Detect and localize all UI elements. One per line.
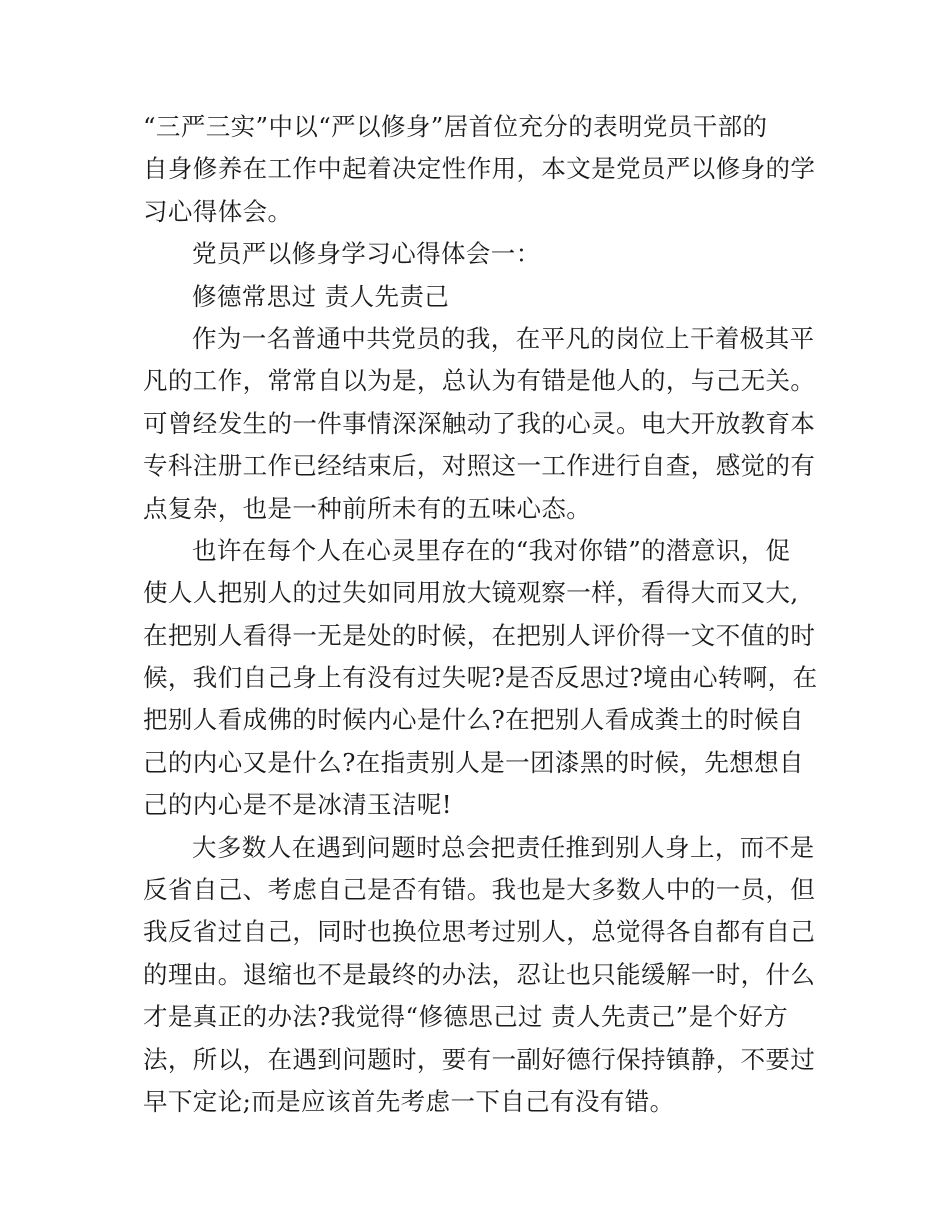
text-line: 专科注册工作已经结束后，对照这一工作进行自查，感觉的有 <box>143 451 816 481</box>
text-line: 大多数人在遇到问题时总会把责任推到别人身上，而不是 <box>192 832 815 862</box>
text-line: 也许在每个人在心灵里存在的“我对你错”的潜意识，促 <box>192 535 791 565</box>
text-line: 点复杂，也是一种前所未有的五味心态。 <box>143 493 592 523</box>
text-line: “三严三实”中以“严以修身”居首位充分的表明党员干部的 <box>143 112 768 141</box>
text-line: 我反省过自己，同时也换位思考过别人，总觉得各自都有自己 <box>143 917 816 947</box>
text-line: 己的内心又是什么?在指责别人是一团漆黑的时候，先想想自 <box>143 747 804 777</box>
text-line: 的理由。退缩也不是最终的办法，忍让也只能缓解一时，什么 <box>143 959 816 989</box>
text-line: 候，我们自己身上有没有过失呢?是否反思过?境由心转啊，在 <box>143 663 818 693</box>
article-title: 修德常思过 责人先责己 <box>192 281 450 311</box>
text-line: 反省自己、考虑自己是否有错。我也是大多数人中的一员，但 <box>143 875 816 905</box>
section-heading: 党员严以修身学习心得体会一： <box>192 239 541 269</box>
text-line: 早下定论;而是应该首先考虑一下自己有没有错。 <box>143 1086 675 1116</box>
text-line: 才是真正的办法?我觉得“修德思己过 责人先责己”是个好方 <box>143 1002 789 1032</box>
text-line: 法，所以，在遇到问题时，要有一副好德行保持镇静，不要过 <box>143 1044 816 1074</box>
document-body <box>143 106 818 1123</box>
text-line: 把别人看成佛的时候内心是什么?在把别人看成粪土的时候自 <box>143 705 804 735</box>
text-line: 在把别人看得一无是处的时候，在把别人评价得一文不值的时 <box>143 620 816 650</box>
text-line: 作为一名普通中共党员的我，在平凡的岗位上干着极其平 <box>192 323 815 353</box>
text-line: 凡的工作，常常自以为是，总认为有错是他人的，与己无关。 <box>143 366 816 396</box>
text-line: 自身修养在工作中起着决定性作用，本文是党员严以修身的学 <box>143 154 816 184</box>
text-line: 使人人把别人的过失如同用放大镜观察一样，看得大而又大, <box>143 578 799 608</box>
text-line: 可曾经发生的一件事情深深触动了我的心灵。电大开放教育本 <box>143 408 816 438</box>
text-line: 己的内心是不是冰清玉洁呢! <box>143 790 453 820</box>
text-line: 习心得体会。 <box>143 196 293 226</box>
